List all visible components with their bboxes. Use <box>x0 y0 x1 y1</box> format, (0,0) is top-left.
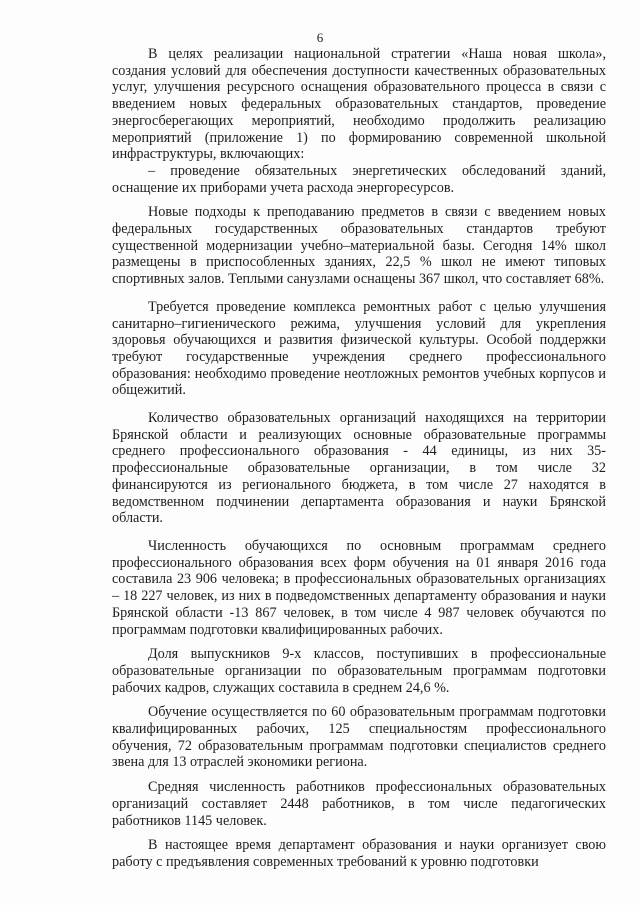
paragraph-organizations-count: Количество образовательных организаций находящихся на территории Брянской области и реализующих основные образовательные программы среднего профессионального образования - 44 единицы, из них 35-профессиональные образовательные организации, в том числе 32 финансируются из регионального бюджета, в том числе 27 находятся в ведомственном подчинении департамента образования и науки Брянской области. <box>112 410 606 527</box>
paragraph-graduates-share: Доля выпускников 9-х классов, поступивших в профессиональные образовательные организации по образовательным программам подготовки рабочих кадров, служащих составила в среднем 24,6 %. <box>112 646 606 696</box>
page-number: 6 <box>316 30 324 45</box>
paragraph-national-strategy: В целях реализации национальной стратегии «Наша новая школа», создания условий для обеспечения доступности качественных образовательных услуг, улучшения ресурсного оснащения образовательного процесса в связи с введением новых федеральных образовательных стандартов, проведение энергосберегающих мероприятий, необходимо продолжить реализацию мероприятий (приложение 1) по формированию современной школьной инфраструктуры, включающих: <box>112 46 606 163</box>
document-body <box>112 46 606 871</box>
paragraph-new-standards: Новые подходы к преподаванию предметов в связи с введением новых федеральных государственных образовательных стандартов требуют существенной модернизации учебно–материальной базы. Сегодня 14% школ размещены в приспособленных зданиях, 22,5 % школ не имеют типовых спортивных залов. Теплыми санузлами оснащены 367 школ, что составляет 68%. <box>112 204 606 288</box>
paragraph-training-programs: Обучение осуществляется по 60 образовательным программам подготовки квалифицированных рабочих, 125 специальностям профессионального обучения, 72 образовательным программам подготовки специалистов среднего звена для 13 отраслей экономики региона. <box>112 704 606 771</box>
paragraph-energy-audit: – проведение обязательных энергетических обследований зданий, оснащение их приборами учета расхода энергоресурсов. <box>112 162 606 196</box>
paragraph-department-work: В настоящее время департамент образования и науки организует свою работу с предъявления современных требований к уровню подготовки <box>112 837 606 870</box>
paragraph-repair-works: Требуется проведение комплекса ремонтных работ с целью улучшения санитарно–гигиенического режима, улучшения условий для укрепления здоровья обучающихся и развития физической культуры. Особой поддержки требуют государственные учреждения среднего профессионального образования: необходимо проведение неотложных ремонтов учебных корпусов и общежитий. <box>112 298 606 399</box>
paragraph-student-numbers: Численность обучающихся по основным программам среднего профессионального образования всех форм обучения на 01 января 2016 года составила 23 906 человека; в профессиональных образовательных организациях – 18 227 человек, из них в подведомственных департаменту образования и науки Брянской области -13 867 человек, в том числе 4 987 человек обучаются по программам подготовки квалифицированных рабочих. <box>112 537 606 638</box>
paragraph-staff-numbers: Средняя численность работников профессиональных образовательных организаций составляет 2448 работников, в том числе педагогических работников 1145 человек. <box>112 779 606 829</box>
